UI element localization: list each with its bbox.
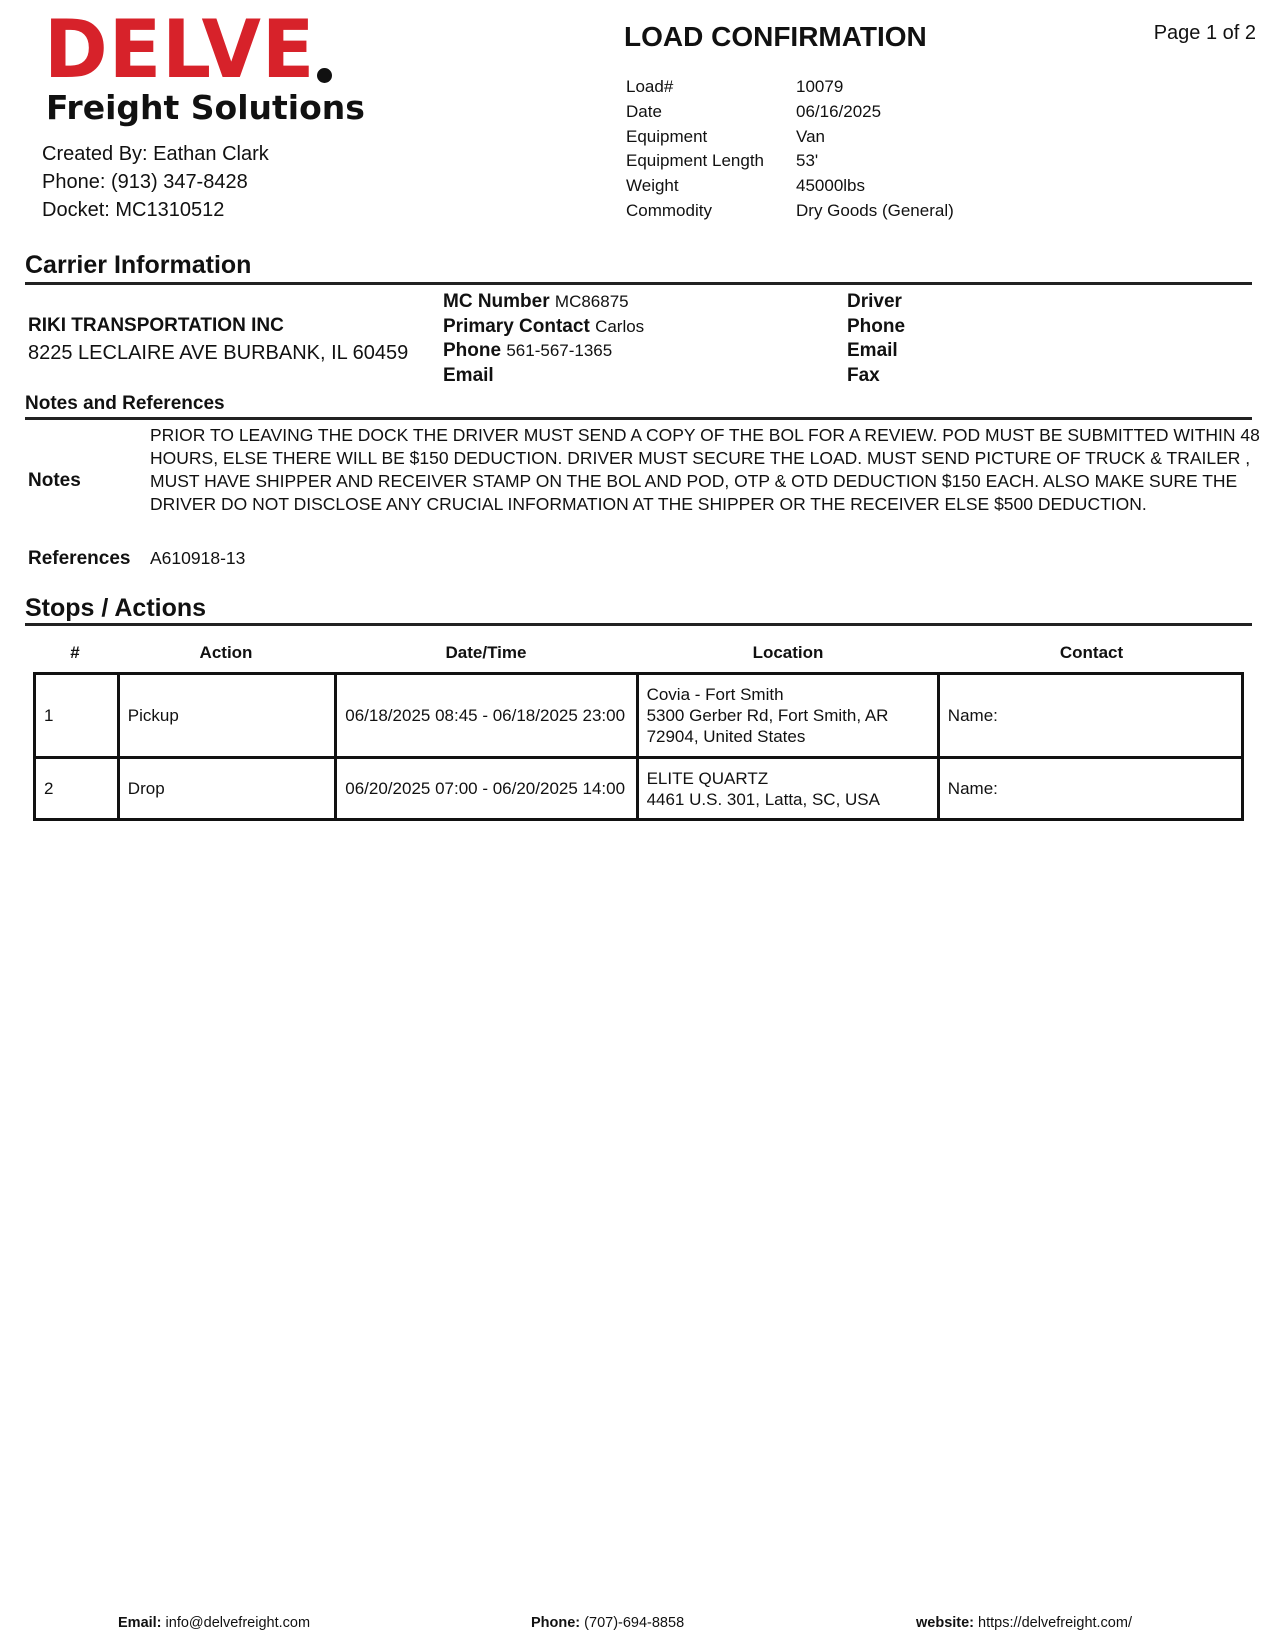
meta-value-equipment: Van — [796, 127, 825, 146]
stops-divider — [25, 623, 1252, 626]
primary-contact-label: Primary Contact — [443, 316, 590, 337]
driver-label-text: Driver — [847, 291, 902, 312]
company-logo-word: DELVE — [44, 3, 316, 96]
footer-phone-label: Phone: — [531, 1615, 581, 1631]
stop-num: 1 — [35, 674, 119, 758]
meta-label-date: Date — [626, 102, 662, 121]
carrier-phone-label: Phone — [443, 340, 502, 361]
stops-section-title: Stops / Actions — [25, 594, 207, 622]
notes-divider — [25, 417, 1252, 420]
col-header-location: Location — [752, 643, 824, 662]
driver-email-label — [847, 340, 898, 362]
driver-fax-label-text: Fax — [847, 365, 880, 386]
company-logo-subtitle: Freight Solutions — [46, 88, 365, 127]
stop-location-name: Covia - Fort Smith — [646, 685, 784, 704]
stop-location-name: ELITE QUARTZ — [646, 768, 769, 788]
meta-value-weight: 45000lbs — [796, 176, 866, 195]
table-row — [35, 674, 1243, 758]
stop-action: Pickup — [118, 674, 335, 758]
footer-website-link[interactable]: https://delvefreight.com/ — [978, 1615, 1132, 1631]
table-row — [35, 758, 1243, 820]
driver-label — [847, 291, 902, 313]
document-title: LOAD CONFIRMATION — [624, 21, 927, 52]
driver-email-label-text: Email — [847, 340, 898, 361]
col-header-action: Action — [199, 643, 253, 662]
stop-num: 2 — [35, 758, 119, 820]
col-header-datetime: Date/Time — [445, 643, 527, 662]
stop-contact: Name: — [938, 674, 1242, 758]
carrier-address: 8225 LECLAIRE AVE BURBANK, IL 60459 — [28, 342, 409, 364]
col-header-num: # — [70, 643, 80, 662]
notes-text: PRIOR TO LEAVING THE DOCK THE DRIVER MUST SEND A COPY OF THE BOL FOR A REVIEW. POD MUST BE SUBMITTED WITHIN 48 HOURS, ELSE THERE WILL BE $150 DEDUCTION. DRIVER MUST SECURE THE LOAD. MUST SEND PICTURE OF TRUCK & TRAILER , MUST HAVE SHIPPER AND RECEIVER STAMP ON THE BOL AND POD, OTP & OTD DEDUCTION $150 EACH. ALSO MAKE SURE THE DRIVER DO NOT DISCLOSE ANY CRUCIAL INFORMATION AT THE SHIPPER OR THE RECEIVER ELSE $500 DEDUCTION. — [150, 425, 1260, 514]
stop-location-address: 5300 Gerber Rd, Fort Smith, AR 72904, United States — [646, 706, 889, 746]
col-header-contact: Contact — [1059, 643, 1124, 662]
primary-contact-row — [443, 316, 644, 338]
stop-datetime: 06/20/2025 07:00 - 06/20/2025 14:00 — [336, 758, 637, 820]
notes-section-title: Notes and References — [25, 393, 225, 414]
carrier-name: RIKI TRANSPORTATION INC — [28, 315, 284, 336]
footer-phone — [531, 1615, 684, 1631]
footer-email-link[interactable]: info@delvefreight.com — [165, 1615, 311, 1631]
carrier-divider — [25, 282, 1252, 285]
driver-phone-label-text: Phone — [847, 316, 906, 337]
stops-table — [33, 672, 1244, 821]
mc-number-label: MC Number — [443, 291, 550, 312]
footer-email — [118, 1615, 310, 1631]
meta-label-equipment: Equipment — [626, 127, 708, 146]
created-phone: Phone: (913) 347-8428 — [42, 171, 248, 193]
meta-value-date: 06/16/2025 — [796, 102, 882, 121]
footer-email-label: Email: — [118, 1615, 162, 1631]
driver-phone-label — [847, 316, 905, 338]
stop-contact: Name: — [938, 758, 1242, 820]
mc-number-row — [443, 291, 629, 313]
mc-number-value: MC86875 — [554, 292, 629, 311]
footer-website-label: website: — [916, 1615, 975, 1631]
carrier-phone-row — [443, 340, 612, 362]
carrier-phone-value: 561-567-1365 — [506, 341, 613, 360]
carrier-email-label: Email — [443, 365, 494, 386]
meta-value-commodity: Dry Goods (General) — [796, 201, 954, 220]
meta-value-load: 10079 — [796, 77, 844, 96]
stop-location-address: 4461 U.S. 301, Latta, SC, USA — [646, 789, 880, 809]
stop-datetime: 06/18/2025 08:45 - 06/18/2025 23:00 — [336, 674, 637, 758]
footer-phone-value: (707)-694-8858 — [584, 1615, 685, 1631]
meta-label-load: Load# — [626, 77, 674, 96]
created-by: Created By: Eathan Clark — [42, 143, 269, 165]
references-value: A610918-13 — [150, 548, 246, 568]
carrier-email-row — [443, 365, 494, 387]
page-number: Page 1 of 2 — [1153, 22, 1256, 44]
meta-value-equipment-length: 53' — [796, 151, 819, 170]
references-label: References — [28, 548, 131, 569]
stop-location — [637, 758, 938, 820]
primary-contact-value: Carlos — [595, 317, 645, 336]
carrier-section-title: Carrier Information — [25, 251, 252, 279]
logo-dot — [317, 68, 332, 83]
meta-label-weight: Weight — [626, 176, 679, 195]
footer-website — [916, 1615, 1132, 1631]
meta-label-commodity: Commodity — [626, 201, 712, 220]
stop-location — [637, 674, 938, 758]
stop-action: Drop — [118, 758, 335, 820]
docket: Docket: MC1310512 — [42, 199, 225, 221]
driver-fax-label — [847, 365, 880, 387]
notes-label: Notes — [28, 470, 81, 491]
meta-label-equipment-length: Equipment Length — [626, 151, 764, 170]
